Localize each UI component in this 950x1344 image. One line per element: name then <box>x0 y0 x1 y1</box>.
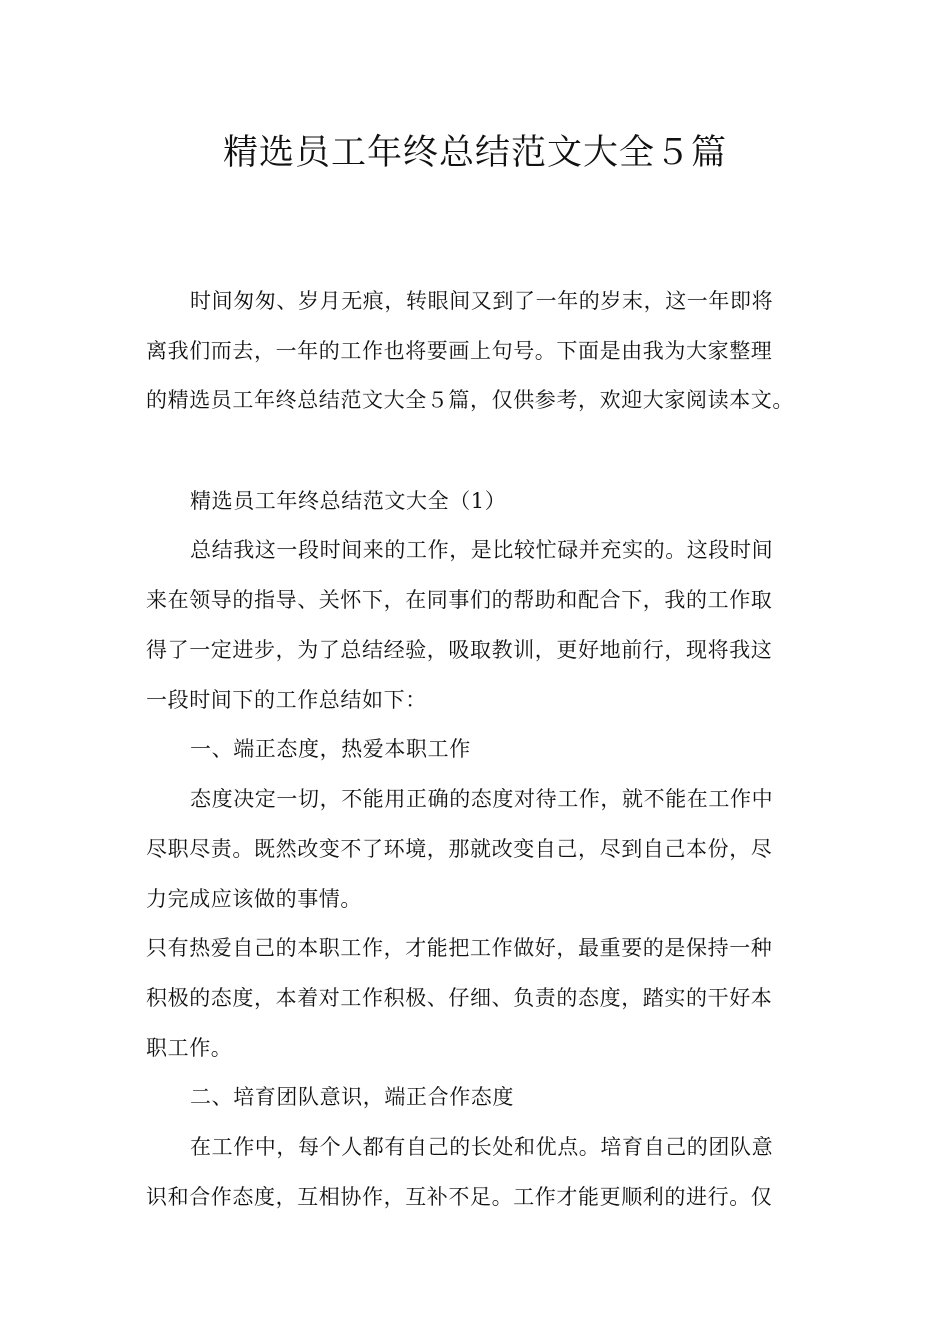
section-heading: 一、端正态度，热爱本职工作 <box>190 737 471 761</box>
paragraph-line: 态度决定一切，不能用正确的态度对待工作，就不能在工作中 <box>190 787 774 811</box>
paragraph-line: 积极的态度，本着对工作积极、仔细、负责的态度，踏实的干好本 <box>146 986 773 1010</box>
paragraph-line: 来在领导的指导、关怀下，在同事们的帮助和配合下，我的工作取 <box>146 588 773 612</box>
paragraph-line: 职工作。 <box>146 1036 233 1060</box>
paragraph-line: 只有热爱自己的本职工作，才能把工作做好，最重要的是保持一种 <box>146 936 773 960</box>
paragraph-line: 在工作中，每个人都有自己的长处和优点。培育自己的团队意 <box>190 1135 774 1159</box>
paragraph-line: 一段时间下的工作总结如下： <box>146 688 427 712</box>
paragraph-line: 尽职尽责。既然改变不了环境，那就改变自己，尽到自己本份，尽 <box>146 837 773 861</box>
intro-line: 的精选员工年终总结范文大全５篇，仅供参考，欢迎大家阅读本文。 <box>146 388 794 412</box>
paragraph-line: 识和合作态度，互相协作，互补不足。工作才能更顺利的进行。仅 <box>146 1185 773 1209</box>
document-title: 精选员工年终总结范文大全５篇 <box>222 133 727 173</box>
paragraph-line: 得了一定进步，为了总结经验，吸取教训，更好地前行，现将我这 <box>146 638 773 662</box>
paragraph-line: 总结我这一段时间来的工作，是比较忙碌并充实的。这段时间 <box>190 538 774 562</box>
section-heading: 二、培育团队意识，端正合作态度 <box>190 1085 514 1109</box>
paragraph-line: 力完成应该做的事情。 <box>146 887 362 911</box>
intro-line: 时间匆匆、岁月无痕，转眼间又到了一年的岁末，这一年即将 <box>190 289 774 313</box>
section-title: 精选员工年终总结范文大全（1） <box>190 489 507 513</box>
intro-line: 离我们而去，一年的工作也将要画上句号。下面是由我为大家整理 <box>146 339 773 363</box>
